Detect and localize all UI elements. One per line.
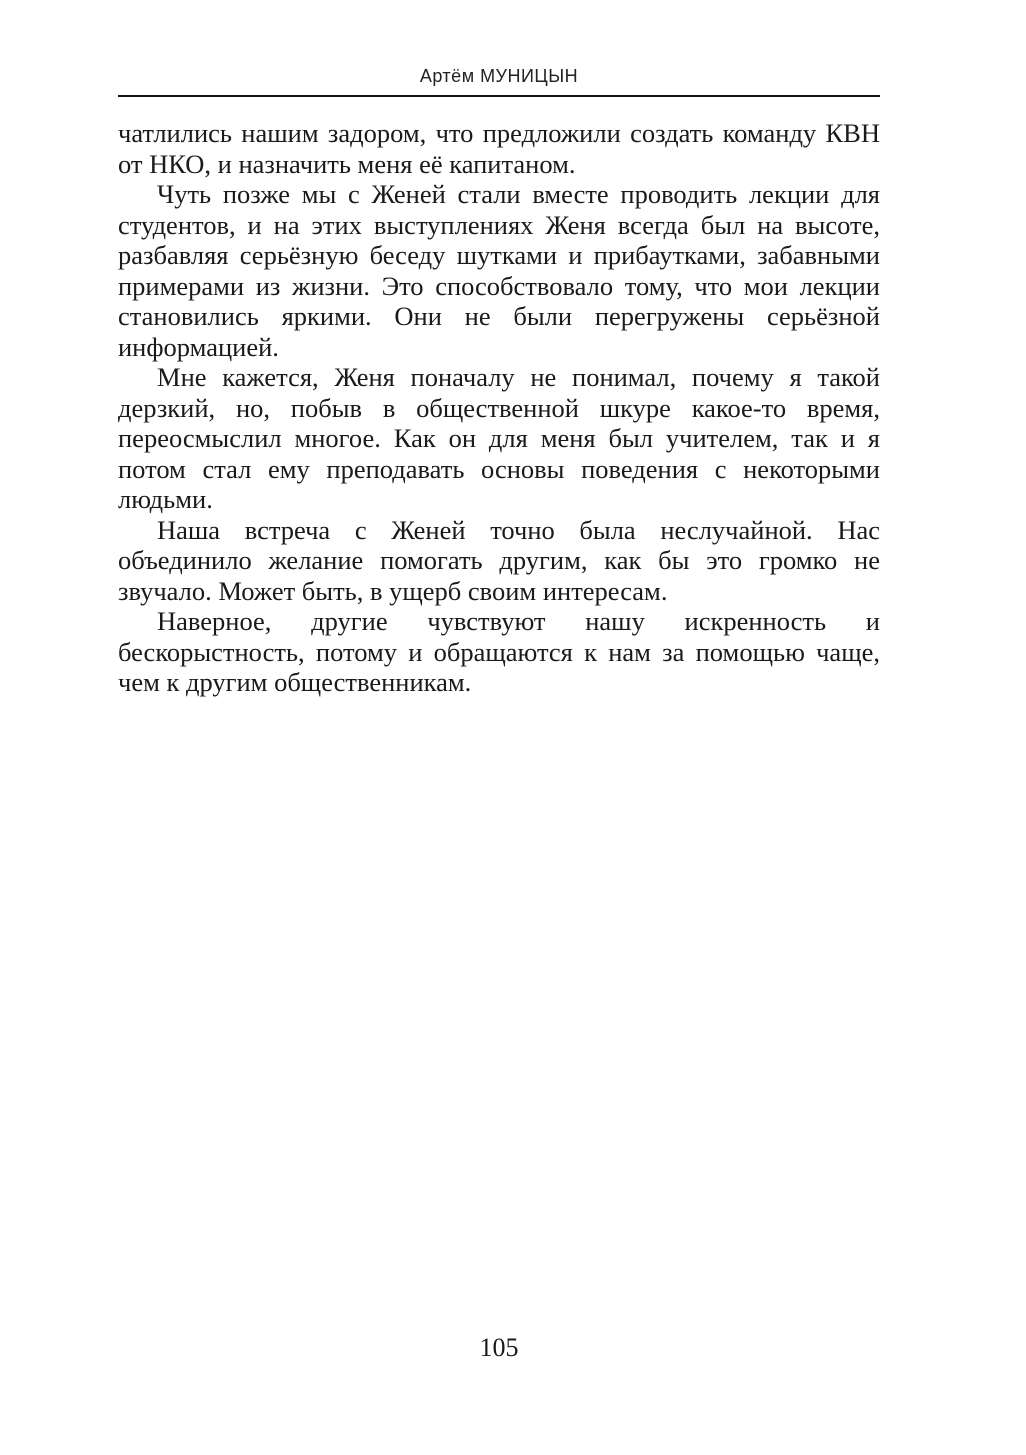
body-text (118, 118, 880, 698)
header-rule (118, 95, 880, 97)
running-title: Артём МУНИЦЫН (419, 66, 579, 86)
page-number: 105 (479, 1333, 519, 1362)
paragraph: чатлились нашим задором, что предложили создать команду КВН от НКО, и назначить меня её капитаном. (118, 118, 880, 179)
paragraph: Наверное, другие чувствуют нашу искренность и бескорыстность, потому и обращаются к нам за помощью чаще, чем к другим общественникам. (118, 606, 880, 697)
paragraph: Чуть позже мы с Женей стали вместе проводить лекции для студентов, и на этих выступлениях Женя всегда был на высоте, разбавляя серьёзную беседу шутками и прибаутками, забавными примерами из жизни. Это способствовало тому, что мои лекции становились яркими. Они не были перегружены серьёзной информацией. (118, 179, 880, 362)
paragraph: Мне кажется, Женя поначалу не понимал, почему я такой дерзкий, но, побыв в общественной шкуре какое-то время, переосмыслил многое. Как он для меня был учителем, так и я потом стал ему преподавать основы поведения с некоторыми людьми. (118, 362, 880, 514)
paragraph: Наша встреча с Женей точно была неслучайной. Нас объединило желание помогать другим, как бы это громко не звучало. Может быть, в ущерб своим интересам. (118, 514, 880, 606)
